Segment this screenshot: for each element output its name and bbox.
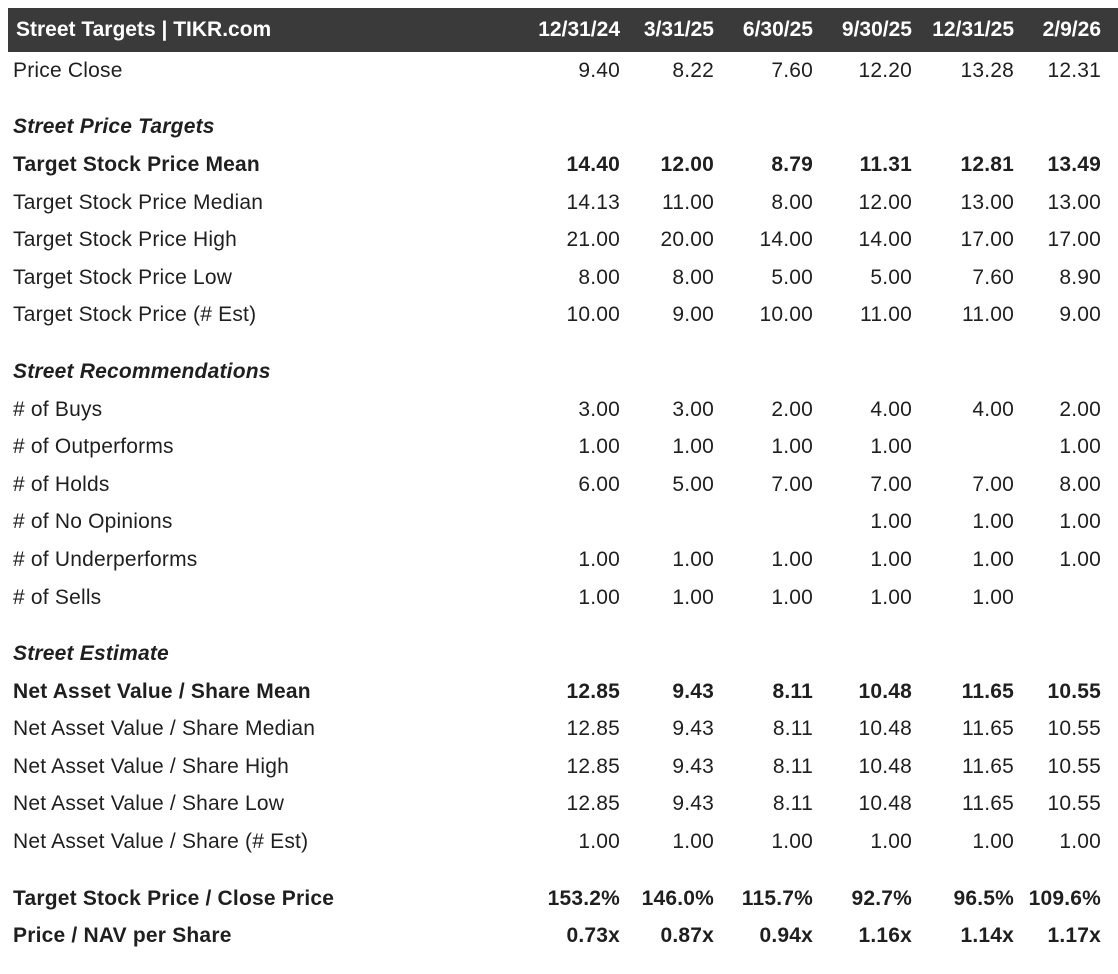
table-cell: 1.16x xyxy=(858,924,912,948)
table-cell: 13.49 xyxy=(1047,152,1101,176)
table-cell: 13.00 xyxy=(960,190,1014,214)
section-title: Street Recommendations xyxy=(13,359,271,383)
table-cell: 1.00 xyxy=(870,510,912,534)
table-cell: 9.00 xyxy=(1059,303,1101,327)
table-row xyxy=(8,52,1118,90)
table-cell: 7.00 xyxy=(972,472,1014,496)
table-cell: 13.00 xyxy=(1047,190,1101,214)
table-cell: 14.40 xyxy=(566,152,620,176)
table-cell: 5.00 xyxy=(870,265,912,289)
section-spacer xyxy=(8,616,1118,635)
table-cell: 1.00 xyxy=(672,547,714,571)
table-cell: 3.00 xyxy=(672,397,714,421)
table-cell: 17.00 xyxy=(1047,228,1101,252)
table-cell: 1.14x xyxy=(960,924,1014,948)
table-row xyxy=(8,917,1118,955)
table-row xyxy=(8,504,1118,542)
table-cell: 1.00 xyxy=(972,510,1014,534)
table-row xyxy=(8,146,1118,184)
row-label: # of Sells xyxy=(13,585,102,609)
table-cell: 12.00 xyxy=(858,190,912,214)
table-cell: 9.00 xyxy=(672,303,714,327)
table-cell: 11.65 xyxy=(961,679,1014,703)
row-label: Target Stock Price Median xyxy=(13,190,264,214)
table-cell: 8.11 xyxy=(772,679,813,703)
section-spacer xyxy=(8,861,1118,880)
table-row xyxy=(8,880,1118,918)
section-spacer xyxy=(8,90,1118,109)
table-row xyxy=(8,786,1118,824)
table-cell: 11.00 xyxy=(962,303,1014,327)
table-cell: 1.00 xyxy=(1059,435,1101,459)
table-cell: 1.00 xyxy=(771,585,813,609)
table-cell: 12.85 xyxy=(566,717,620,741)
row-label: Net Asset Value / Share (# Est) xyxy=(13,830,309,854)
table-body xyxy=(8,52,1118,955)
table-cell: 12.00 xyxy=(660,152,714,176)
table-row xyxy=(8,391,1118,429)
table-cell: 11.31 xyxy=(859,152,912,176)
table-cell: 1.00 xyxy=(771,830,813,854)
table-cell: 1.00 xyxy=(870,830,912,854)
table-row xyxy=(8,673,1118,711)
row-label: # of Underperforms xyxy=(13,547,198,571)
table-cell: 1.00 xyxy=(972,830,1014,854)
table-cell: 8.11 xyxy=(772,792,813,816)
table-cell: 1.00 xyxy=(672,435,714,459)
table-cell: 9.43 xyxy=(672,717,714,741)
row-label: Net Asset Value / Share High xyxy=(13,754,290,778)
column-header-date[interactable]: 2/9/26 xyxy=(1042,18,1101,41)
table-cell: 1.00 xyxy=(578,830,620,854)
table-cell: 1.00 xyxy=(1059,510,1101,534)
table-cell: 115.7% xyxy=(741,886,813,910)
section-header-row xyxy=(8,635,1118,673)
table-cell: 14.00 xyxy=(858,228,912,252)
table-cell: 1.00 xyxy=(870,435,912,459)
table-cell: 5.00 xyxy=(672,472,714,496)
table-header xyxy=(8,8,1118,52)
table-cell: 8.00 xyxy=(771,190,813,214)
table-cell: 96.5% xyxy=(953,886,1014,910)
row-label: Target Stock Price (# Est) xyxy=(13,303,257,327)
table-cell: 1.00 xyxy=(771,435,813,459)
row-label: Price Close xyxy=(13,58,123,82)
row-label: Net Asset Value / Share Low xyxy=(13,792,285,816)
table-cell: 153.2% xyxy=(547,886,620,910)
row-label: # of Outperforms xyxy=(13,435,174,459)
table-row xyxy=(8,221,1118,259)
table-cell: 8.11 xyxy=(772,754,813,778)
row-label: Target Stock Price Low xyxy=(13,265,233,289)
table-cell: 6.00 xyxy=(578,472,620,496)
table-cell: 10.55 xyxy=(1047,717,1101,741)
table-cell: 21.00 xyxy=(566,228,620,252)
row-label: Net Asset Value / Share Mean xyxy=(13,679,311,703)
table-cell: 146.0% xyxy=(641,886,714,910)
section-spacer xyxy=(8,334,1118,353)
table-cell: 11.65 xyxy=(962,717,1014,741)
table-cell: 1.00 xyxy=(972,585,1014,609)
table-cell: 1.00 xyxy=(1059,547,1101,571)
row-label: Price / NAV per Share xyxy=(13,924,232,948)
table-cell: 7.60 xyxy=(771,58,813,82)
table-cell: 9.43 xyxy=(672,754,714,778)
table-cell: 7.00 xyxy=(870,472,912,496)
table-cell: 11.65 xyxy=(962,792,1014,816)
row-label: Target Stock Price Mean xyxy=(13,152,260,176)
table-cell: 8.00 xyxy=(578,265,620,289)
table-cell: 0.87x xyxy=(660,924,714,948)
table-cell: 1.00 xyxy=(1059,830,1101,854)
column-header-date[interactable]: 6/30/25 xyxy=(742,18,813,41)
table-cell: 1.17x xyxy=(1047,924,1101,948)
table-cell: 12.31 xyxy=(1047,58,1101,82)
table-cell: 2.00 xyxy=(1059,397,1101,421)
table-row xyxy=(8,466,1118,504)
row-label: # of No Opinions xyxy=(13,510,173,534)
column-header-date[interactable]: 12/31/25 xyxy=(932,18,1014,41)
table-cell: 9.40 xyxy=(578,58,620,82)
table-cell: 1.00 xyxy=(771,547,813,571)
table-cell: 0.94x xyxy=(759,924,813,948)
table-row xyxy=(8,297,1118,335)
table-cell: 12.85 xyxy=(566,754,620,778)
table-cell: 109.6% xyxy=(1028,886,1101,910)
table-cell: 5.00 xyxy=(771,265,813,289)
section-title: Street Price Targets xyxy=(13,115,215,139)
table-cell: 3.00 xyxy=(578,397,620,421)
table-cell: 10.48 xyxy=(858,754,912,778)
row-label: Target Stock Price High xyxy=(13,228,238,252)
street-targets-table xyxy=(8,8,1118,955)
column-header-date[interactable]: 3/31/25 xyxy=(643,18,714,41)
table-cell: 14.13 xyxy=(566,190,620,214)
row-label: Target Stock Price / Close Price xyxy=(13,886,335,910)
table-cell: 9.43 xyxy=(672,792,714,816)
table-row xyxy=(8,259,1118,297)
table-cell: 14.00 xyxy=(759,228,813,252)
table-row xyxy=(8,541,1118,579)
table-cell: 11.00 xyxy=(662,190,714,214)
row-label: # of Holds xyxy=(13,472,110,496)
table-cell: 4.00 xyxy=(972,397,1014,421)
table-title: Street Targets | TIKR.com xyxy=(16,18,272,41)
table-cell: 8.00 xyxy=(1059,472,1101,496)
table-cell: 92.7% xyxy=(851,886,912,910)
table-row xyxy=(8,428,1118,466)
section-title: Street Estimate xyxy=(13,642,169,666)
table-cell: 20.00 xyxy=(660,228,714,252)
table-cell: 8.11 xyxy=(772,717,813,741)
row-label: Net Asset Value / Share Median xyxy=(13,717,316,741)
table-cell: 11.65 xyxy=(962,754,1014,778)
table-cell: 10.00 xyxy=(759,303,813,327)
table-cell: 10.48 xyxy=(858,792,912,816)
table-cell: 7.00 xyxy=(771,472,813,496)
table-cell: 17.00 xyxy=(960,228,1014,252)
table-cell: 8.79 xyxy=(771,152,813,176)
table-row xyxy=(8,711,1118,749)
table-cell: 13.28 xyxy=(960,58,1014,82)
table-cell: 1.00 xyxy=(672,830,714,854)
table-cell: 12.85 xyxy=(566,792,620,816)
table-cell: 8.22 xyxy=(672,58,714,82)
table-cell: 0.73x xyxy=(566,924,620,948)
table-cell: 10.48 xyxy=(858,717,912,741)
table-cell: 9.43 xyxy=(672,679,714,703)
table-cell: 10.00 xyxy=(566,303,620,327)
table-cell: 12.85 xyxy=(566,679,620,703)
table-cell: 12.20 xyxy=(858,58,912,82)
table-row xyxy=(8,823,1118,861)
table-cell: 1.00 xyxy=(870,547,912,571)
row-label: # of Buys xyxy=(13,397,103,421)
table-cell: 1.00 xyxy=(578,435,620,459)
table-cell: 1.00 xyxy=(672,585,714,609)
table-cell: 10.55 xyxy=(1047,754,1101,778)
column-header-date[interactable]: 9/30/25 xyxy=(841,18,912,41)
table-cell: 1.00 xyxy=(972,547,1014,571)
table-cell: 2.00 xyxy=(771,397,813,421)
table-cell: 7.60 xyxy=(972,265,1014,289)
section-header-row xyxy=(8,353,1118,391)
table-cell: 10.55 xyxy=(1047,792,1101,816)
table-cell: 10.55 xyxy=(1047,679,1101,703)
table-cell: 1.00 xyxy=(578,547,620,571)
table-cell: 1.00 xyxy=(870,585,912,609)
table-row xyxy=(8,184,1118,222)
table-cell: 11.00 xyxy=(860,303,912,327)
table-cell: 1.00 xyxy=(578,585,620,609)
table-cell: 8.00 xyxy=(672,265,714,289)
table-cell: 12.81 xyxy=(960,152,1014,176)
table-cell: 4.00 xyxy=(870,397,912,421)
table-cell: 10.48 xyxy=(858,679,912,703)
section-header-row xyxy=(8,109,1118,147)
table-row xyxy=(8,579,1118,617)
table-row xyxy=(8,748,1118,786)
column-header-date[interactable]: 12/31/24 xyxy=(538,18,620,41)
table-cell: 8.90 xyxy=(1059,265,1101,289)
